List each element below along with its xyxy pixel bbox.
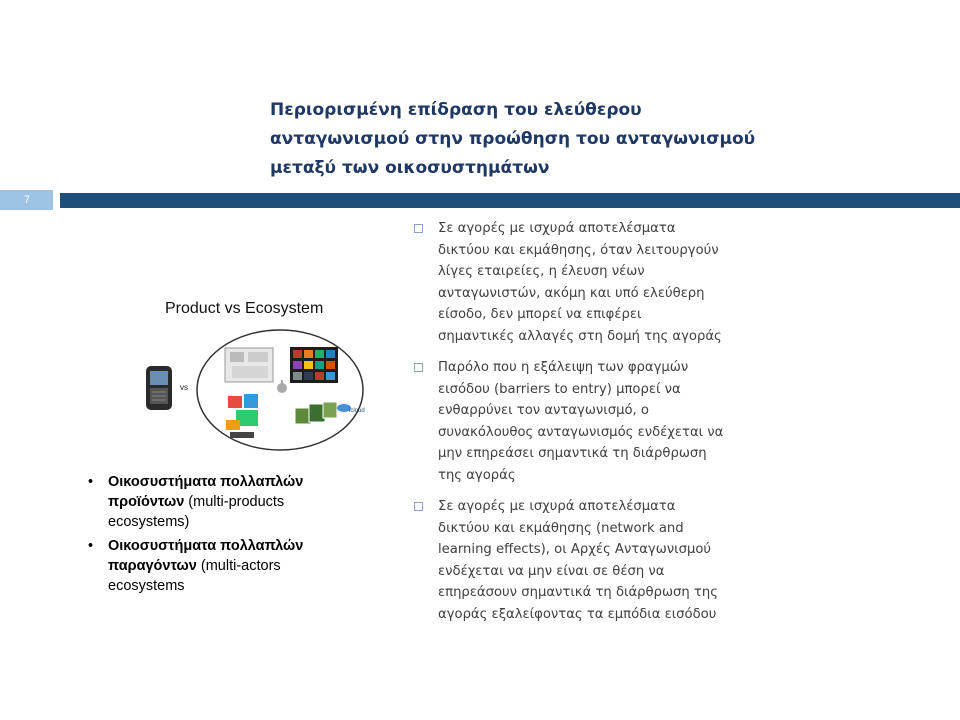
figure-title: Product vs Ecosystem — [165, 300, 324, 317]
list-item — [88, 472, 368, 532]
header-bar — [60, 193, 960, 208]
figure-graphic — [140, 292, 370, 462]
list-item-bold: παραγόντων — [108, 558, 197, 574]
app-grid-icon — [290, 347, 338, 383]
square-bullet-icon — [414, 502, 423, 511]
paragraph-line: εισόδου (barriers to entry) μπορεί να — [438, 381, 681, 397]
list-item — [88, 536, 368, 596]
title-line: ανταγωνισμού στην προώθηση του ανταγωνισμού — [270, 129, 756, 149]
paragraph-line: δικτύου και εκμάθησης, όταν λειτουργούν — [438, 242, 719, 258]
title-line: μεταξύ των οικοσυστημάτων — [270, 158, 550, 178]
paragraph-line: αγοράς εξαλείφοντας τα εμπόδια εισόδου — [438, 606, 717, 622]
vs-label: vs — [180, 383, 188, 392]
list-item-text: ecosystems — [108, 578, 185, 594]
list-item — [412, 496, 752, 625]
paragraph-line: της αγοράς — [438, 467, 516, 483]
paragraph-line: συνακόλουθος ανταγωνισμός ενδέχεται να — [438, 424, 724, 440]
paragraph-line: είσοδο, δεν μπορεί να επιφέρει — [438, 307, 642, 322]
paragraph-line: μην επηρεάσει σημαντικά τη διάρθρωση — [438, 446, 707, 461]
paragraph-line: ενθαρρύνει τον ανταγωνισμό, ο — [438, 403, 649, 418]
right-bullet-list — [412, 218, 752, 635]
title-line: Περιορισμένη επίδραση του ελεύθερου — [270, 100, 642, 120]
left-bullet-list — [88, 472, 368, 600]
list-item-text: ecosystems) — [108, 514, 190, 530]
list-item — [412, 218, 752, 347]
paragraph-line: ενδέχεται να μην είναι σε θέση να — [438, 563, 665, 579]
list-item — [412, 357, 752, 486]
list-item-bold: προϊόντων — [108, 494, 185, 510]
product-vs-ecosystem-figure — [140, 292, 370, 462]
page-number: 7 — [0, 190, 53, 210]
devices-icon — [225, 348, 273, 382]
paragraph-line: σημαντικές αλλαγές στη δομή της αγοράς — [438, 328, 722, 344]
list-item-text: (multi-products — [184, 494, 285, 510]
paragraph-line: λίγες εταιρείες, η έλευση νέων — [438, 264, 645, 279]
icloud-label: icloud — [349, 408, 365, 414]
paragraph-line: ανταγωνιστών, ακόμη και υπό ελεύθερη — [438, 285, 705, 301]
phone-icon — [146, 366, 172, 410]
paragraph-line: δικτύου και εκμάθησης (network and — [438, 520, 684, 536]
paragraph-line: Παρόλο που η εξάλειψη των φραγμών — [438, 360, 689, 375]
square-bullet-icon — [414, 224, 423, 233]
paragraph-line: επηρεάσουν σημαντικά τη διάρθρωση της — [438, 585, 718, 600]
list-item-bold: Οικοσυστήματα πολλαπλών — [108, 538, 304, 554]
bullet-dot-icon: • — [88, 474, 94, 490]
bullet-dot-icon: • — [88, 538, 94, 554]
list-item-text: (multi-actors — [196, 558, 281, 574]
square-bullet-icon — [414, 363, 423, 372]
paragraph-line: Σε αγορές με ισχυρά αποτελέσματα — [438, 221, 676, 236]
slide-title — [270, 96, 830, 183]
paragraph-line: learning effects), οι Αρχές Ανταγωνισμού — [438, 542, 712, 557]
list-item-bold: Οικοσυστήματα πολλαπλών — [108, 474, 304, 490]
paragraph-line: Σε αγορές με ισχυρά αποτελέσματα — [438, 499, 676, 514]
